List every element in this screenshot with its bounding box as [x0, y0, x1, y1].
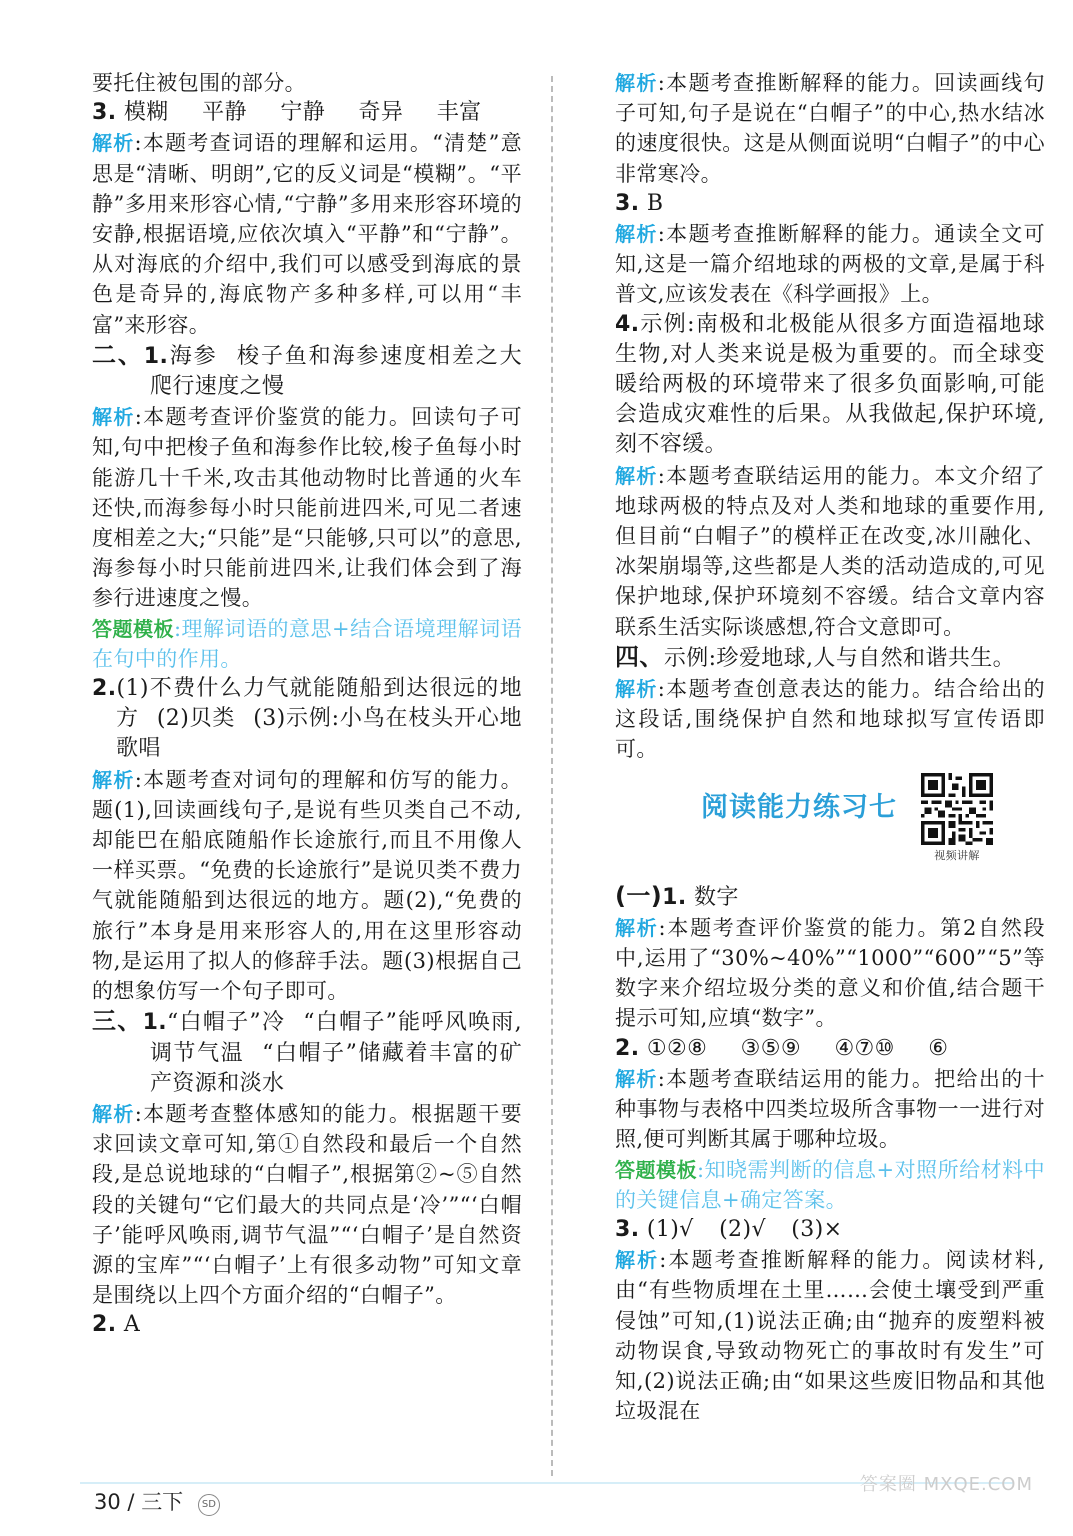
answer-text: 梭子鱼和海参速度相差之大 [235, 343, 522, 369]
answer-text: 海参 [168, 343, 218, 369]
analysis-paragraph [615, 219, 1045, 310]
answer-3 [615, 189, 1045, 219]
section-two-answer-1 [92, 340, 522, 402]
item-number: 1. [142, 1010, 168, 1036]
analysis-label: 解析 [615, 222, 658, 247]
answer-text: (1)不费什么力气就能随船到达很远的地方 [116, 676, 522, 732]
analysis-paragraph [92, 1099, 522, 1310]
section-number: 三、 [92, 1007, 143, 1036]
section-four-answer [615, 642, 1045, 674]
answer-2 [92, 1310, 522, 1340]
item-number: 2. [92, 1312, 117, 1338]
analysis-label: 解析 [92, 131, 135, 156]
text-line: 要托住被包围的部分。 [92, 71, 306, 95]
answer-text: 示例:珍爱地球,人与自然和谐共生。 [663, 645, 1016, 671]
analysis-text: :本题考查对词句的理解和仿写的能力。题(1),回读画线句子,是说有些贝类自己不动,却能巴在船底随船作长途旅行,而且不用像人一样买票。“免费的长途旅行”是说贝类不费力气就能随船到达很远的地方。题(2),“免费的旅行”本身是用来形容人的,用在这里形容动物,是运用了拟人的修辞手法。题(3)根据自己的想象仿写一个句子即可。 [92, 767, 522, 1004]
analysis-label: 解析 [615, 71, 658, 95]
exercise-heading: 阅读能力练习七 [701, 791, 897, 823]
analysis-label: 解析 [615, 1066, 658, 1091]
answer-4 [615, 310, 1045, 461]
qr-code-icon[interactable] [921, 773, 993, 845]
analysis-label: 解析 [92, 1101, 135, 1126]
analysis-paragraph [615, 674, 1045, 765]
item-number: 3. [615, 1216, 640, 1242]
analysis-text: :本题考查推断解释的能力。通读全文可知,这是一篇介绍地球的两极的文章,是属于科普文,应该发表在《科学画报》上。 [615, 222, 1045, 307]
analysis-paragraph [615, 913, 1045, 1034]
analysis-text: :本题考查联结运用的能力。把给出的十种事物与表格中四类垃圾所含事物一一进行对照,便可判断其属于哪种垃圾。 [615, 1066, 1045, 1152]
item-number: 3. [615, 190, 640, 216]
answer-word: 平静 [202, 100, 247, 126]
analysis-text: :本题考查联结运用的能力。本文介绍了地球两极的特点及对人类和地球的重要作用,但目前“白帽子”的模样正在改变,冰川融化、冰架崩塌等,这些都是人类的活动造成的,可见保护地球,保护环境刻不容缓。结合文章内容联系生活实际谈感想,符合文意即可。 [615, 463, 1045, 639]
item-number: 3. [92, 100, 117, 126]
analysis-text: :本题考查词语的理解和运用。“清楚”意思是“清晰、明朗”,它的反义词是“模糊”。“平静”多用来形容心情,“宁静”多用来形容环境的安静,根据语境,应依次填入“平静”和“宁静”。从对海底的介绍中,我们可以感受到海底的景色是奇异的,海底物产多种多样,可以用“丰富”来形容。 [92, 131, 522, 337]
answer-2 [615, 1034, 1045, 1064]
answer-group: ③⑤⑨ [740, 1035, 802, 1061]
section-number: 四、 [615, 642, 664, 671]
answer-text: B [646, 190, 664, 216]
answer-text: A [123, 1312, 141, 1338]
page-number: 30 [94, 1490, 121, 1514]
judgement: (1)√ [646, 1216, 694, 1242]
template-text: :理解词语的意思+结合语境理解词语在句中的作用。 [92, 616, 522, 671]
answer-3 [615, 1215, 1045, 1245]
answer-word: 模糊 [123, 100, 169, 126]
exercise-heading-row [615, 771, 1045, 881]
grade-label: 三下 [141, 1490, 184, 1514]
section-three-answer-1 [92, 1006, 522, 1099]
footer-separator: / [127, 1490, 135, 1514]
qr-caption: 视频讲解 [934, 848, 980, 862]
analysis-label: 解析 [615, 915, 659, 940]
answer-group: ⑥ [928, 1035, 949, 1061]
analysis-label: 解析 [615, 677, 658, 702]
analysis-paragraph [615, 1245, 1045, 1426]
answer-2 [92, 674, 522, 765]
template-label: 答题模板 [92, 616, 174, 641]
analysis-paragraph [615, 461, 1045, 642]
section-number: (一) [615, 881, 663, 910]
answer-text: 爬行速度之慢 [150, 374, 285, 400]
analysis-label: 解析 [92, 405, 135, 430]
analysis-label: 解析 [92, 767, 135, 792]
part-one-answer-1 [615, 881, 1045, 913]
page-footer [94, 1486, 220, 1516]
watermark: 答案圈 MXQE.COM [859, 1474, 1033, 1495]
analysis-paragraph [615, 1064, 1045, 1155]
answer-text: “白帽子”能呼风唤雨,调节气温 [150, 1010, 522, 1066]
item-number: 1. [143, 343, 169, 369]
answer-group: ①②⑧ [646, 1035, 708, 1061]
answer-text: 数字 [694, 884, 739, 910]
analysis-text: :本题考查推断解释的能力。回读画线句子可知,句子是说在“白帽子”的中心,热水结冰的速度很快。这是从侧面说明“白帽子”的中心非常寒冷。 [615, 71, 1045, 186]
template-label: 答题模板 [615, 1157, 697, 1182]
analysis-label: 解析 [615, 463, 658, 488]
analysis-paragraph [92, 128, 522, 339]
answer-word: 丰富 [436, 100, 482, 126]
answer-word: 奇异 [358, 100, 404, 126]
analysis-text: :本题考查创意表达的能力。结合给出的这段话,围绕保护自然和地球拟写宣传语即可。 [615, 677, 1045, 762]
analysis-paragraph [92, 402, 522, 613]
section-number: 二、 [92, 340, 144, 369]
item-number: 2. [615, 1035, 640, 1061]
answer-text: (3)示例:小鸟在枝头开心地歌唱 [116, 706, 522, 762]
answer-template [92, 614, 522, 674]
answer-text: 示例:南极和北极能从很多方面造福地球生物,对人类来说是极为重要的。而全球变暖给两极的环境带来了很多负面影响,可能会造成灾难性的后果。从我做起,保护环境,刻不容缓。 [615, 311, 1045, 458]
right-column [615, 68, 1045, 1426]
analysis-text: :本题考查整体感知的能力。根据题干要求回读文章可知,第①自然段和最后一个自然段,是总说地球的“白帽子”,根据第②~⑤自然段的关键句“它们最大的共同点是‘冷’”“‘白帽子’能呼风唤雨,调节气温”“‘白帽子’是自然资源的宝库”“‘白帽子’上有很多动物”可知文章是围绕以上四个方面介绍的“白帽子”。 [92, 1101, 522, 1308]
answer-3 [92, 98, 522, 128]
item-number: 1. [662, 884, 687, 910]
judgement: (3)× [791, 1216, 843, 1242]
analysis-paragraph [615, 68, 1045, 189]
answer-group: ④⑦⑩ [834, 1035, 895, 1061]
analysis-text: :本题考查评价鉴赏的能力。第2自然段中,运用了“30%~40%”“1000”“600”“5”等数字来介绍垃圾分类的意义和价值,结合题干提示可知,应填“数字”。 [615, 915, 1045, 1031]
analysis-label: 解析 [615, 1248, 660, 1273]
left-column [92, 68, 522, 1341]
answer-text: “白帽子”冷 [167, 1010, 286, 1036]
analysis-paragraph [92, 765, 522, 1007]
answer-word: 宁静 [280, 100, 326, 126]
analysis-text: :本题考查评价鉴赏的能力。回读句子可知,句中把梭子鱼和海参作比较,梭子鱼每小时能游几十千米,攻击其他动物时比普通的火车还快,而海参每小时只能前进四米,可见二者速度相差之大;“只能”是“只能够,只可以”的意思,海参每小时只能前进四米,让我们体会到了海参行进速度之慢。 [92, 405, 522, 611]
edition-badge-icon: SD [198, 1494, 220, 1516]
column-divider [551, 76, 553, 1476]
answer-text: (2)贝类 [156, 706, 236, 732]
answer-text: “白帽子”储藏着丰富的矿产资源和淡水 [150, 1040, 523, 1096]
analysis-text: :本题考查推断解释的能力。阅读材料,由“有些物质埋在土里……会使土壤受到严重侵蚀”可知,(1)说法正确;由“抛弃的废塑料被动物误食,导致动物死亡的事故时有发生”可知,(2)说法正确;由“如果这些废旧物品和其他垃圾混在 [615, 1248, 1045, 1424]
template-text: :知晓需判断的信息+对照所给材料中的关键信息+确定答案。 [615, 1157, 1045, 1212]
answer-template [615, 1155, 1045, 1215]
judgement: (2)√ [719, 1216, 766, 1242]
item-number: 4. [615, 311, 640, 337]
item-number: 2. [92, 676, 117, 702]
